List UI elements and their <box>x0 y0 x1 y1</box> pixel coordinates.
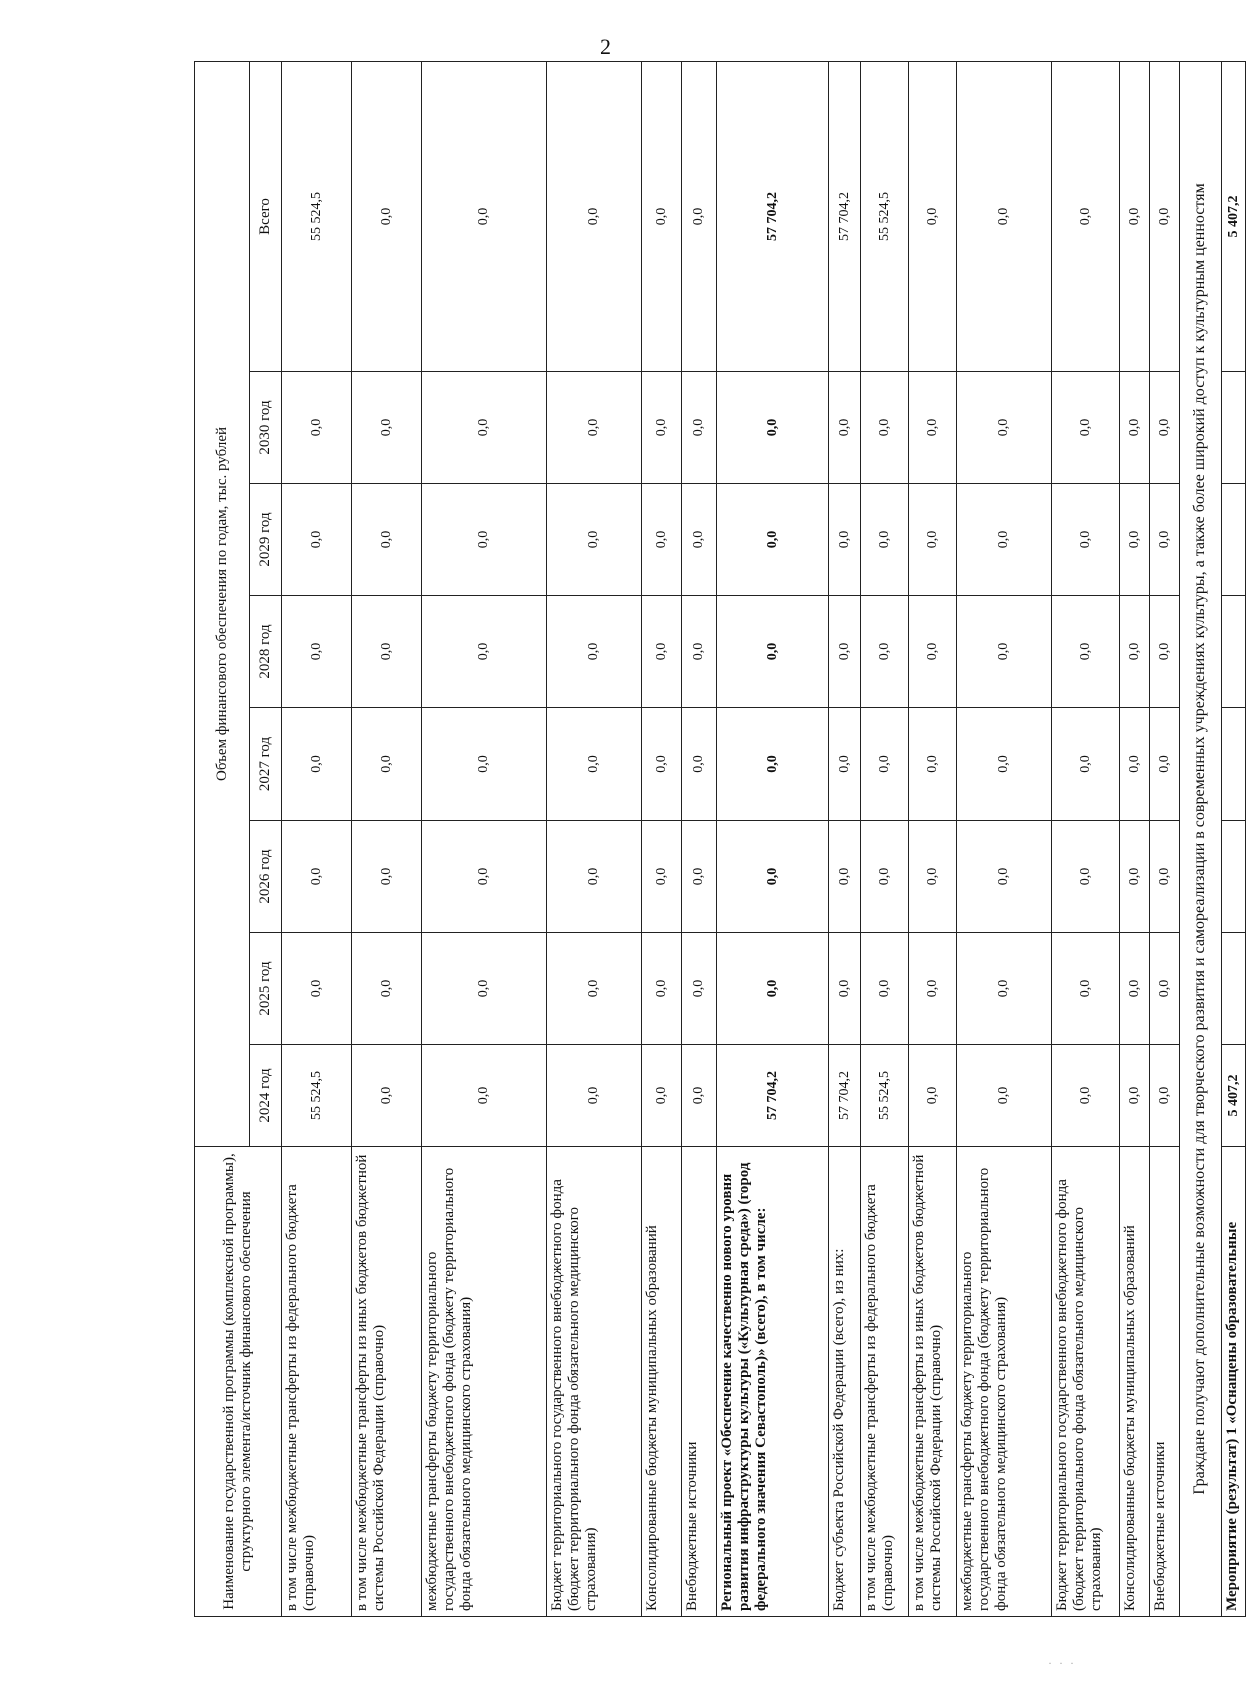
table-row <box>829 61 861 1616</box>
row-label-cell: Региональный проект «Обеспечение качественно нового уровня развития инфраструктуры культуры («Культурная среда») (город федерального значения Севастополь)» (всего), в том числе: <box>717 1147 829 1617</box>
table-row <box>547 61 642 1616</box>
row-label-cell: Бюджет субъекта Российской Федерации (всего), из них: <box>829 1147 861 1617</box>
value-cell: 0,0 <box>829 372 861 484</box>
value-cell: 0,0 <box>829 933 861 1045</box>
financing-table <box>194 61 1246 1617</box>
value-cell: 0,0 <box>682 484 717 596</box>
value-cell: 0,0 <box>1120 372 1150 484</box>
value-cell: 0,0 <box>861 708 909 821</box>
value-cell: 0,0 <box>717 821 829 933</box>
value-cell: 0,0 <box>861 933 909 1045</box>
table-row <box>1120 61 1150 1616</box>
value-cell: 0,0 <box>682 596 717 708</box>
value-cell: 0,0 <box>829 708 861 821</box>
row-label-cell: в том числе межбюджетные трансферты из иных бюджетов бюджетной системы Российской Федерации (справочно) <box>909 1147 957 1617</box>
value-cell: 0,0 <box>352 708 422 821</box>
year-header-cell: 2024 год <box>250 1045 282 1147</box>
table-row <box>717 61 829 1616</box>
value-cell: 0,0 <box>1150 596 1180 708</box>
value-cell <box>1222 596 1246 708</box>
value-cell: 0,0 <box>1052 708 1120 821</box>
value-cell: 0,0 <box>1052 596 1120 708</box>
row-label-cell: в том числе межбюджетные трансферты из федерального бюджета (справочно) <box>861 1147 909 1617</box>
value-cell <box>1222 933 1246 1045</box>
value-cell: 0,0 <box>682 933 717 1045</box>
value-cell: 0,0 <box>717 933 829 1045</box>
value-cell: 0,0 <box>282 821 352 933</box>
table-row <box>282 61 352 1616</box>
value-cell: 0,0 <box>861 484 909 596</box>
value-cell: 0,0 <box>909 372 957 484</box>
value-cell: 55 524,5 <box>861 1045 909 1147</box>
value-cell: 0,0 <box>1052 933 1120 1045</box>
value-cell: 0,0 <box>717 372 829 484</box>
value-cell: 0,0 <box>682 1045 717 1147</box>
value-cell: 0,0 <box>422 933 547 1045</box>
value-cell: 0,0 <box>717 596 829 708</box>
value-cell: 5 407,2 <box>1222 61 1246 371</box>
value-cell: 0,0 <box>1150 1045 1180 1147</box>
value-cell: 0,0 <box>957 1045 1052 1147</box>
value-cell: 0,0 <box>1120 1045 1150 1147</box>
value-cell <box>1222 708 1246 821</box>
value-cell: 0,0 <box>282 372 352 484</box>
row-label-cell: в том числе межбюджетные трансферты из федерального бюджета (справочно) <box>282 1147 352 1617</box>
year-header-cell: 2025 год <box>250 933 282 1045</box>
year-header-cell: 2027 год <box>250 708 282 821</box>
row-label-cell: межбюджетные трансферты бюджету территориального государственного внебюджетного фонда (бюджету территориального фонда обязательного медицинского страхования) <box>957 1147 1052 1617</box>
value-cell: 0,0 <box>957 708 1052 821</box>
value-cell: 0,0 <box>642 708 682 821</box>
header-name-cell: Наименование государственной программы (комплексной программы), структурного элемента/источник финансового обеспечения <box>195 1147 282 1617</box>
value-cell: 0,0 <box>909 708 957 821</box>
year-header-cell: 2030 год <box>250 372 282 484</box>
value-cell: 0,0 <box>642 821 682 933</box>
row-label-cell: Консолидированные бюджеты муниципальных образований <box>1120 1147 1150 1617</box>
value-cell: 0,0 <box>282 596 352 708</box>
value-cell: 0,0 <box>909 1045 957 1147</box>
value-cell: 0,0 <box>422 708 547 821</box>
value-cell: 0,0 <box>861 821 909 933</box>
value-cell: 0,0 <box>957 484 1052 596</box>
value-cell: 0,0 <box>957 372 1052 484</box>
value-cell: 0,0 <box>1150 821 1180 933</box>
value-cell: 0,0 <box>909 61 957 371</box>
value-cell <box>1222 372 1246 484</box>
value-cell: 0,0 <box>957 933 1052 1045</box>
row-label-cell: межбюджетные трансферты бюджету территориального государственного внебюджетного фонда (бюджету территориального фонда обязательного медицинского страхования) <box>422 1147 547 1617</box>
value-cell: 0,0 <box>422 821 547 933</box>
value-cell: 0,0 <box>1052 1045 1120 1147</box>
value-cell: 0,0 <box>352 372 422 484</box>
value-cell: 0,0 <box>682 821 717 933</box>
table-row <box>909 61 957 1616</box>
value-cell: 0,0 <box>547 61 642 371</box>
value-cell: 0,0 <box>422 484 547 596</box>
value-cell: 0,0 <box>682 372 717 484</box>
value-cell: 0,0 <box>282 933 352 1045</box>
value-cell: 0,0 <box>642 484 682 596</box>
value-cell: 0,0 <box>682 61 717 371</box>
page-number: 2 <box>600 34 611 59</box>
value-cell: 0,0 <box>829 821 861 933</box>
year-header-cell: 2029 год <box>250 484 282 596</box>
value-cell: 0,0 <box>1052 821 1120 933</box>
value-cell: 0,0 <box>717 708 829 821</box>
value-cell: 0,0 <box>1052 484 1120 596</box>
value-cell: 0,0 <box>547 821 642 933</box>
value-cell: 0,0 <box>422 1045 547 1147</box>
value-cell: 0,0 <box>1150 708 1180 821</box>
value-cell: 0,0 <box>642 1045 682 1147</box>
value-cell: 0,0 <box>352 596 422 708</box>
row-label-cell: Внебюджетные источники <box>1150 1147 1180 1617</box>
value-cell: 0,0 <box>547 1045 642 1147</box>
value-cell: 0,0 <box>352 821 422 933</box>
value-cell: 0,0 <box>1052 61 1120 371</box>
value-cell: 55 524,5 <box>861 61 909 371</box>
value-cell: 0,0 <box>957 61 1052 371</box>
year-header-cell: 2026 год <box>250 821 282 933</box>
value-cell: 0,0 <box>717 484 829 596</box>
value-cell: 0,0 <box>861 596 909 708</box>
row-label-cell: Внебюджетные источники <box>682 1147 717 1617</box>
value-cell: 0,0 <box>547 708 642 821</box>
value-cell: 0,0 <box>422 372 547 484</box>
table-row <box>1150 61 1180 1616</box>
value-cell: 57 704,2 <box>717 1045 829 1147</box>
year-header-cell: Всего <box>250 61 282 371</box>
rotated-table-container <box>194 62 1241 1617</box>
value-cell: 0,0 <box>1150 61 1180 371</box>
table-row <box>422 61 547 1616</box>
scan-speck: · · · <box>1048 1656 1076 1670</box>
value-cell: 55 524,5 <box>282 1045 352 1147</box>
row-label-cell: Бюджет территориального государственного внебюджетного фонда (бюджет территориального фонда обязательного медицинского страхования) <box>547 1147 642 1617</box>
value-cell <box>1222 821 1246 933</box>
value-cell: 57 704,2 <box>717 61 829 371</box>
table-row <box>861 61 909 1616</box>
value-cell: 0,0 <box>642 61 682 371</box>
table-row <box>642 61 682 1616</box>
value-cell <box>1222 484 1246 596</box>
value-cell: 0,0 <box>352 484 422 596</box>
value-cell: 0,0 <box>547 933 642 1045</box>
result-description-cell: Граждане получают дополнительные возможности для творческого развития и самореализации в современных учреждениях культуры, а также более широкий доступ к культурным ценностям <box>1180 61 1222 1616</box>
value-cell: 0,0 <box>1150 372 1180 484</box>
table-row <box>1052 61 1120 1616</box>
row-label-cell: Мероприятие (результат) 1 «Оснащены образовательные <box>1222 1147 1246 1617</box>
value-cell: 0,0 <box>909 484 957 596</box>
value-cell: 0,0 <box>422 61 547 371</box>
value-cell: 5 407,2 <box>1222 1045 1246 1147</box>
value-cell: 0,0 <box>861 372 909 484</box>
row-label-cell: в том числе межбюджетные трансферты из иных бюджетов бюджетной системы Российской Федерации (справочно) <box>352 1147 422 1617</box>
value-cell: 0,0 <box>829 484 861 596</box>
table-row <box>957 61 1052 1616</box>
value-cell: 0,0 <box>682 708 717 821</box>
value-cell: 0,0 <box>909 596 957 708</box>
value-cell: 0,0 <box>909 933 957 1045</box>
value-cell: 57 704,2 <box>829 61 861 371</box>
value-cell: 0,0 <box>1120 821 1150 933</box>
value-cell: 0,0 <box>1120 484 1150 596</box>
value-cell: 0,0 <box>282 484 352 596</box>
value-cell: 0,0 <box>547 596 642 708</box>
value-cell: 0,0 <box>1120 61 1150 371</box>
value-cell: 0,0 <box>282 708 352 821</box>
value-cell: 0,0 <box>352 61 422 371</box>
table-row <box>352 61 422 1616</box>
value-cell: 0,0 <box>1052 372 1120 484</box>
value-cell: 0,0 <box>547 484 642 596</box>
value-cell: 0,0 <box>1150 933 1180 1045</box>
row-label-cell: Консолидированные бюджеты муниципальных образований <box>642 1147 682 1617</box>
value-cell: 0,0 <box>642 596 682 708</box>
value-cell: 0,0 <box>547 372 642 484</box>
value-cell: 0,0 <box>422 596 547 708</box>
value-cell: 0,0 <box>957 821 1052 933</box>
table-row <box>1222 61 1246 1616</box>
value-cell: 57 704,2 <box>829 1045 861 1147</box>
value-cell: 0,0 <box>352 1045 422 1147</box>
value-cell: 55 524,5 <box>282 61 352 371</box>
value-cell: 0,0 <box>1150 484 1180 596</box>
value-cell: 0,0 <box>1120 933 1150 1045</box>
table-row <box>682 61 717 1616</box>
value-cell: 0,0 <box>352 933 422 1045</box>
year-header-cell: 2028 год <box>250 596 282 708</box>
header-group-cell: Объем финансового обеспечения по годам, тыс. рублей <box>195 61 250 1146</box>
value-cell: 0,0 <box>829 596 861 708</box>
value-cell: 0,0 <box>642 933 682 1045</box>
table-body <box>282 61 1246 1616</box>
value-cell: 0,0 <box>957 596 1052 708</box>
result-description-row <box>1180 61 1222 1616</box>
value-cell: 0,0 <box>1120 708 1150 821</box>
value-cell: 0,0 <box>909 821 957 933</box>
value-cell: 0,0 <box>1120 596 1150 708</box>
row-label-cell: Бюджет территориального государственного внебюджетного фонда (бюджет территориального фонда обязательного медицинского страхования) <box>1052 1147 1120 1617</box>
value-cell: 0,0 <box>642 372 682 484</box>
